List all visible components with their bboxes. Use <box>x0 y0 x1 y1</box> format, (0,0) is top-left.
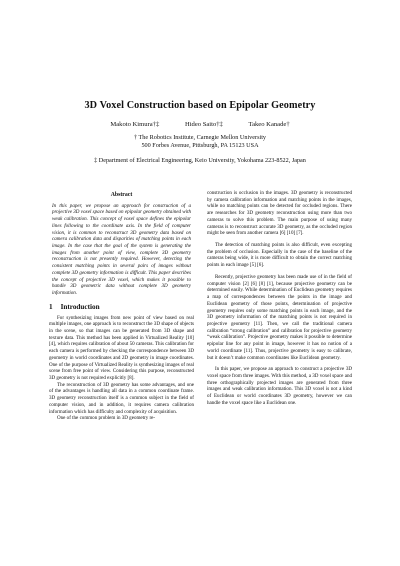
author-list <box>0 121 400 128</box>
body-paragraph: In this paper, we propose an approach to construct a projective 3D voxel space from three images. With this method, a 3D voxel space and three orthographically projected images are generated from three images and weak calibration information. This 3D voxel is not a kind of Euclidean or world coordinates 3D geometry, however we can handle the voxel space like a Euclidean one. <box>207 366 352 406</box>
body-paragraph: Recently, projective geometry has been made use of in the field of computer vision [2] [6] [8] [1], because projective geometry can be determined easily. While determination of Euclidean geometry requires a map of correspondences between the points in the image and Euclidean geometry of those points, determination of projective geometry requires only some matching points in each image, and the 3D geometry information of the matching points is not required in projective geometry [11]. Then, we call the traditional camera calibration “strong calibration” and calibration for projective geometry “weak calibration”. Projective geometry makes it possible to determine epipolar line for any point in image, however it has no notion of a world coordinate [11]. Thus, projective geometry is easy to calibrate, but it doesn’t make common coordinates like Euclidean geometry. <box>207 273 352 361</box>
body-paragraph: construction is occlusion in the images. 3D geometry is reconstructed by camera calibration information and matching points in the images, while no matching points can be detected for occluded regions. There are researches for 3D geometry reconstruction using more than two cameras to solve this problem. The main purpose of using many cameras is to reconstruct accurate 3D geometry, as the occluded region might be seen from another camera [6] [10] [7]. <box>207 190 352 237</box>
section-number: 1 <box>49 302 53 311</box>
paper-title: 3D Voxel Construction based on Epipolar Geometry <box>84 100 316 111</box>
left-column <box>49 190 194 422</box>
affiliation-1 <box>0 134 400 149</box>
affiliation-1-line-1: † The Robotics Institute, Carnegie Mellon University <box>133 134 267 141</box>
body-paragraph: The detection of matching points is also difficult, even excepting the problem of occlusion. Especially in the case of the baseline of the cameras being wide, it is more difficult to obtain the correct matching points in each image [5] [6]. <box>207 242 352 269</box>
affiliation-1-line-2: 500 Forbes Avenue, Pittsburgh, PA 15123 USA <box>141 141 259 149</box>
body-paragraph: For synthesizing images from new point of view based on real multiple images, one approach is to reconstruct the 3D shape of objects in the scene, so that images can be generated from 3D shape and texture data. This method has been applied in Virtualized Reality [10] [4], which requires calibration of about 50 cameras. This calibration for each camera is performed by checking the correspondence between 3D geometry in world coordinates and 2D geometry in image coordinates. One of the purpose of Virtualized Reality is synthesizing images of real scene from free point of view. Considering this purpose, reconstructed 3D geometry is not required explicitly [8]. <box>49 314 194 381</box>
abstract-text: In this paper, we propose an approach for construction of a projective 3D voxel space based on epipolar geometry obtained with weak calibration. This concept of voxel space defines the epipolar lines following to the coordinate axis. In the field of computer vision, it is common to reconstruct 3D geometry data based on camera calibration data and disparities of matching points in each image. In the case that the goal of the system is generating the images from another point of view, complete 3D geometry reconstruction is not presently required. However, detecting the consistent matching points in several pairs of images without complete 3D geometry information is difficult. This paper describes the concept of projective 3D voxel, which makes it possible to handle 3D geometric data without complete 3D geometry information. <box>52 202 191 297</box>
author-name: Makoto Kimura†‡ <box>110 121 160 128</box>
author-name: Takeo Kanade† <box>248 121 290 128</box>
abstract-heading: Abstract <box>110 192 133 198</box>
body-paragraph: The reconstruction of 3D geometry has some advantages, and one of the advantages is handling all data in a common coordinate frame. 3D geometry reconstruction itself is a common subject in the field of computer vision, and in addition, it requires camera calibration information which has difficulty and complexity of acquisition. <box>49 381 194 415</box>
affiliation-2: ‡ Department of Electrical Engineering, Keio University, Yokohama 223-8522, Japan <box>94 157 306 164</box>
author-name: Hideo Saito†‡ <box>184 121 223 128</box>
body-paragraph: One of the common problem in 3D geometry re- <box>57 415 156 422</box>
right-column <box>207 190 352 407</box>
section-title: Introduction <box>60 302 100 311</box>
section-heading-introduction <box>49 304 194 311</box>
